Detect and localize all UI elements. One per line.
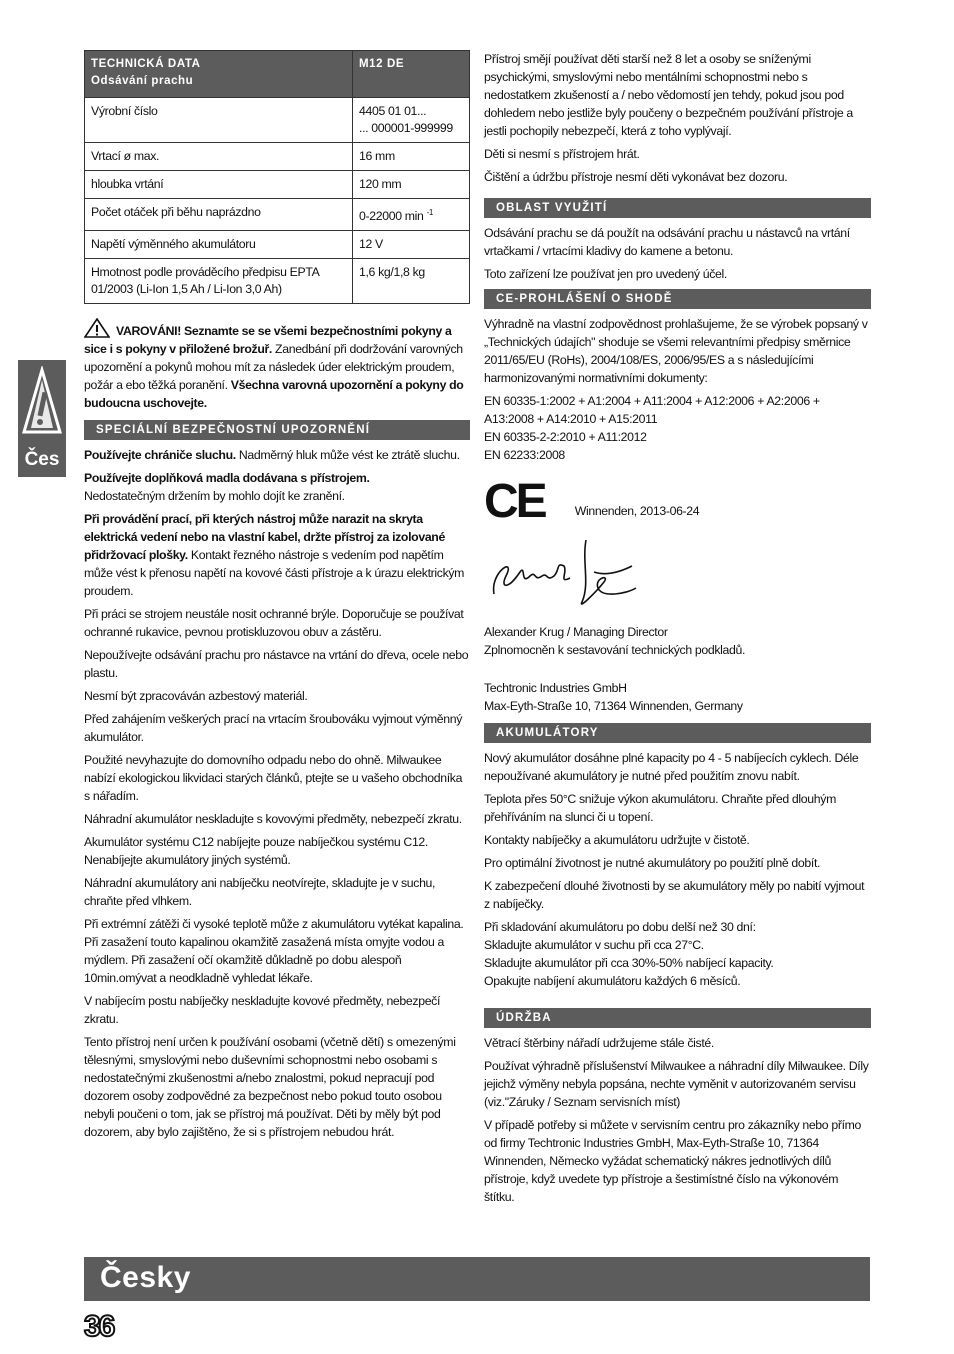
warning-bold-text: VAROVÁNI! Seznamte se se všemi bezpečnostními pokyny a sice i s pokyny v přiložené brožuř.: [84, 324, 452, 357]
table-row: [85, 143, 470, 171]
safety-paragraph: Při extrémní zátěži či vysoké teplotě může z akumulátoru vytékat kapalina. Při zasažení touto kapalinou okamžitě zasažená místa omyjte vodou a mýdlem. Při zasažení očí okamžitě důkladně po dobu alespoň 10min.omývat a neodkladně vyhledat lékaře.: [84, 917, 464, 986]
footer-language-title: Česky: [100, 1261, 191, 1294]
safety-bold: Používejte chrániče sluchu.: [84, 448, 236, 463]
ce-standards: [484, 392, 871, 464]
table-cell-label: Vrtací ø max.: [85, 143, 353, 171]
value-line: ... 000001-999999: [359, 121, 453, 135]
company-name: Techtronic Industries GmbH: [484, 681, 627, 695]
storage-line: Skladujte akumulátor v suchu při cca 27°C.: [484, 938, 704, 952]
safety-paragraph: Při práci se strojem neustále nosit ochranné brýle. Doporučuje se používat ochranné rukavice, pevnou protiskluzovou obuv a zástěru.: [84, 607, 464, 640]
safety-text: Nadměrný hluk může vést ke ztrátě sluchu.: [235, 448, 460, 463]
table-cell-label: Výrobní číslo: [85, 98, 353, 143]
safety-paragraph: Nepoužívejte odsávání prachu pro nástavce na vrtání do dřeva, ocele nebo plastu.: [84, 648, 469, 681]
table-header-title: TECHNICKÁ DATA: [91, 58, 201, 70]
intro-paragraph: Děti si nesmí s přístrojem hrát.: [484, 147, 640, 161]
table-cell-value: [353, 98, 470, 143]
general-warning: [84, 318, 470, 412]
safety-paragraph: Použité nevyhazujte do domovního odpadu nebo do ohně. Milwaukee nabízí ekologickou likvidaci starých článků, ptejte se u vašeho obchodníka s nářadím.: [84, 753, 463, 804]
safety-paragraph: Nesmí být zpracováván azbestový materiál.: [84, 689, 308, 704]
table-cell-value: [353, 199, 470, 231]
language-footer-bar: [84, 1257, 870, 1301]
storage-line: Skladujte akumulátor při cca 30%-50% nabíjecí kapacity.: [484, 956, 774, 970]
ce-date: Winnenden, 2013-06-24: [574, 504, 700, 518]
section-header-battery: AKUMULÁTORY: [484, 723, 871, 743]
safety-paragraph: [84, 469, 470, 505]
maintenance-paragraph: Používat výhradně příslušenství Milwaukee a náhradní díly Milwaukee. Díly jejichž výměny nebyla popsána, nechte vyměnit v autorizovaném servisu (viz."Záruky / Seznam servisních míst): [484, 1059, 869, 1109]
safety-paragraph: Náhradní akumulátor neskladujte s kovovými předměty, nebezpečí zkratu.: [84, 812, 462, 827]
section-header-usage: OBLAST VYUŽITÍ: [484, 198, 871, 218]
warning-bold-text-2: Všechna varovná upozornění a pokyny do budoucna uschovejte.: [84, 378, 464, 411]
table-row: [85, 98, 470, 143]
ce-mark-row: [484, 475, 871, 528]
standard-line: EN 60335-1:2002 + A1:2004 + A11:2004 + A12:2006 + A2:2006 + A13:2008 + A14:2010 + A15:2011: [484, 394, 820, 426]
safety-bold: Při provádění prací, při kterých nástroj může narazit na skryta elektrická vedení nebo na vlastní kabel, držte přístroj za izolované přidržovací plošky.: [84, 512, 445, 563]
battery-paragraph: K zabezpečení dlouhé životnosti by se akumulátory měly po nabití vyjmout z nabíječky.: [484, 879, 865, 911]
table-cell-label: Napětí výměnného akumulátoru: [85, 231, 353, 259]
section-header-ce: CE-PROHLÁŠENÍ O SHODĚ: [484, 289, 871, 309]
usage-paragraph: Toto zařízení lze používat jen pro uvedený účel.: [484, 267, 727, 281]
battery-paragraph: Kontakty nabíječky a akumulátoru udržujte v čistotě.: [484, 833, 750, 847]
table-header-cell: [85, 51, 353, 98]
table-row: [85, 171, 470, 199]
signature-image: [486, 532, 646, 612]
table-header-row: [85, 51, 470, 98]
table-row: [85, 231, 470, 259]
safety-text: Kontakt řezného nástroje s vedením pod napětím může vést k přenosu napětí na kovové části přístroje a k úrazu elektrickým proudem.: [84, 548, 465, 599]
right-column: [484, 50, 871, 1211]
table-cell-value: 16 mm: [353, 143, 470, 171]
value-text: 0-22000 min: [359, 209, 424, 224]
safety-text: Nedostatečným držením by mohlo dojít ke zranění.: [84, 489, 345, 504]
table-cell-value: 1,6 kg/1,8 kg: [353, 259, 470, 304]
standard-line: EN 60335-2-2:2010 + A11:2012: [484, 430, 647, 444]
storage-line: Při skladování akumulátoru po dobu delší než 30 dní:: [484, 920, 756, 934]
battery-paragraph: Pro optimální životnost je nutné akumulátory po použití plně dobít.: [484, 856, 821, 870]
company-address: Max-Eyth-Straße 10, 71364 Winnenden, Germany: [484, 699, 743, 713]
value-superscript: -1: [426, 208, 434, 217]
intro-paragraph: Přístroj smějí používat děti starší než 8 let a osoby se sníženými psychickými, smyslovými nebo mentálními schopnostmi nebo s nedostatkem zkušeností a / nebo vědomostí jen tehdy, pokud jsou pod dohledem nebo jestliže byly poučeny o bezpečném používání přístroje a jestli pochopily nebezpečí, která z toho vyplývají.: [484, 52, 853, 138]
battery-paragraph: Teplota přes 50°C snižuje výkon akumulátoru. Chraňte před dlouhým přehříváním na slunci či u topení.: [484, 792, 836, 824]
safety-bold: Používejte doplňková madla dodávana s přístrojem.: [84, 471, 370, 486]
ce-mark-logo: CE: [484, 475, 545, 528]
page-number: 36: [84, 1310, 114, 1343]
safety-paragraph: Tento přístroj není určen k používání osobami (včetně dětí) s omezenými tělesnými, smyslovými nebo duševními schopnostmi nebo osobami s nedostatečnými zkušenostmi a/nebo znalostmi, pokud nepracují pod dozorem osoby zodpovědné za bezpečnost nebo pokud touto osobou nebyli poučeni o tom, jak se přístroj má používat. Děti by měly být pod dozorem, aby bylo zajištěno, že si s přístrojem nebudou hrát.: [84, 1035, 456, 1140]
usage-paragraph: Odsávání prachu se dá použít na odsávání prachu u nástavců na vrtání vrtačkami / vrtacími kladivy do kamene a betonu.: [484, 226, 850, 258]
battery-paragraph: Nový akumulátor dosáhne plné kapacity po 4 - 5 nabíjecích cyklech. Déle nepoužívané akumulátory je nutné před použitím znovu nabít.: [484, 751, 859, 783]
standard-line: EN 62233:2008: [484, 448, 565, 462]
section-header-safety: SPECIÁLNÍ BEZPEČNOSTNÍ UPOZORNĚNÍ: [84, 420, 470, 440]
warning-text: Zanedbání při dodržování varovných upozornění a pokynů mohou mít za následek úder elektrickým proudem, požár a ebo těžká poranění.: [84, 342, 463, 393]
technical-data-table: [84, 50, 470, 304]
warning-triangle-icon: [22, 366, 62, 436]
signer-name: Alexander Krug / Managing Director: [484, 625, 668, 639]
maintenance-paragraph: Větrací štěrbiny nářadí udržujeme stále čisté.: [484, 1036, 714, 1050]
table-cell-label: Počet otáček při běhu naprázdno: [85, 199, 353, 231]
table-header-model: M12 DE: [353, 51, 470, 98]
safety-paragraph: Akumulátor systému C12 nabíjejte pouze nabíječkou systému C12. Nenabíjejte akumulátory jiných systémů.: [84, 835, 428, 868]
table-row: [85, 259, 470, 304]
table-cell-value: 120 mm: [353, 171, 470, 199]
language-side-tab: [18, 360, 66, 477]
table-cell-label: Hmotnost podle prováděcího předpisu EPTA 01/2003 (Li-Ion 1,5 Ah / Li-Ion 3,0 Ah): [85, 259, 353, 304]
intro-paragraph: Čištění a údržbu přístroje nesmí děti vykonávat bez dozoru.: [484, 170, 788, 184]
table-cell-value: 12 V: [353, 231, 470, 259]
section-header-maintenance: ÚDRŽBA: [484, 1008, 871, 1028]
table-header-subtitle: Odsávání prachu: [91, 75, 194, 87]
ce-declaration: Výhradně na vlastní zodpovědnost prohlašujeme, že se výrobek popsaný v „Technických údajích" shoduje se všemi relevantními předpisy směrnice 2011/65/EU (RoHs), 2004/108/ES, 2006/95/ES a s následujícími harmonizovanými normativními dokumenty:: [484, 317, 868, 385]
storage-line: Opakujte nabíjení akumulátoru každých 6 měsíců.: [484, 974, 741, 988]
value-line: 4405 01 01...: [359, 104, 427, 118]
safety-paragraph: V nabíjecím postu nabíječky neskladujte kovové předměty, nebezpečí zkratu.: [84, 994, 441, 1027]
warning-icon: [84, 318, 110, 338]
maintenance-paragraph: V případě potřeby si můžete v servisním centru pro zákazníky nebo přímo od firmy Techtronic Industries GmbH, Max-Eyth-Straße 10, 71364 Winnenden, Německo vyžádat schematický nákres jednotlivých dílů přístroje, když uvedete typ přístroje a šestimístné číslo na výkonovém štítku.: [484, 1118, 862, 1204]
left-column: [84, 50, 470, 1146]
safety-paragraph: Náhradní akumulátory ani nabíječku neotvírejte, skladujte je v suchu, chraňte před vlhkem.: [84, 876, 436, 909]
table-cell-label: hloubka vrtání: [85, 171, 353, 199]
safety-paragraph: Před zahájením veškerých prací na vrtacím šroubováku vyjmout výměnný akumulátor.: [84, 712, 463, 745]
table-row: [85, 199, 470, 231]
safety-paragraph: [84, 510, 470, 600]
battery-storage: [484, 918, 871, 990]
signer-role: Zplnomocněn k sestavování technických podkladů.: [484, 643, 746, 657]
side-tab-label: Čes: [24, 449, 60, 470]
safety-paragraph: [84, 446, 470, 464]
